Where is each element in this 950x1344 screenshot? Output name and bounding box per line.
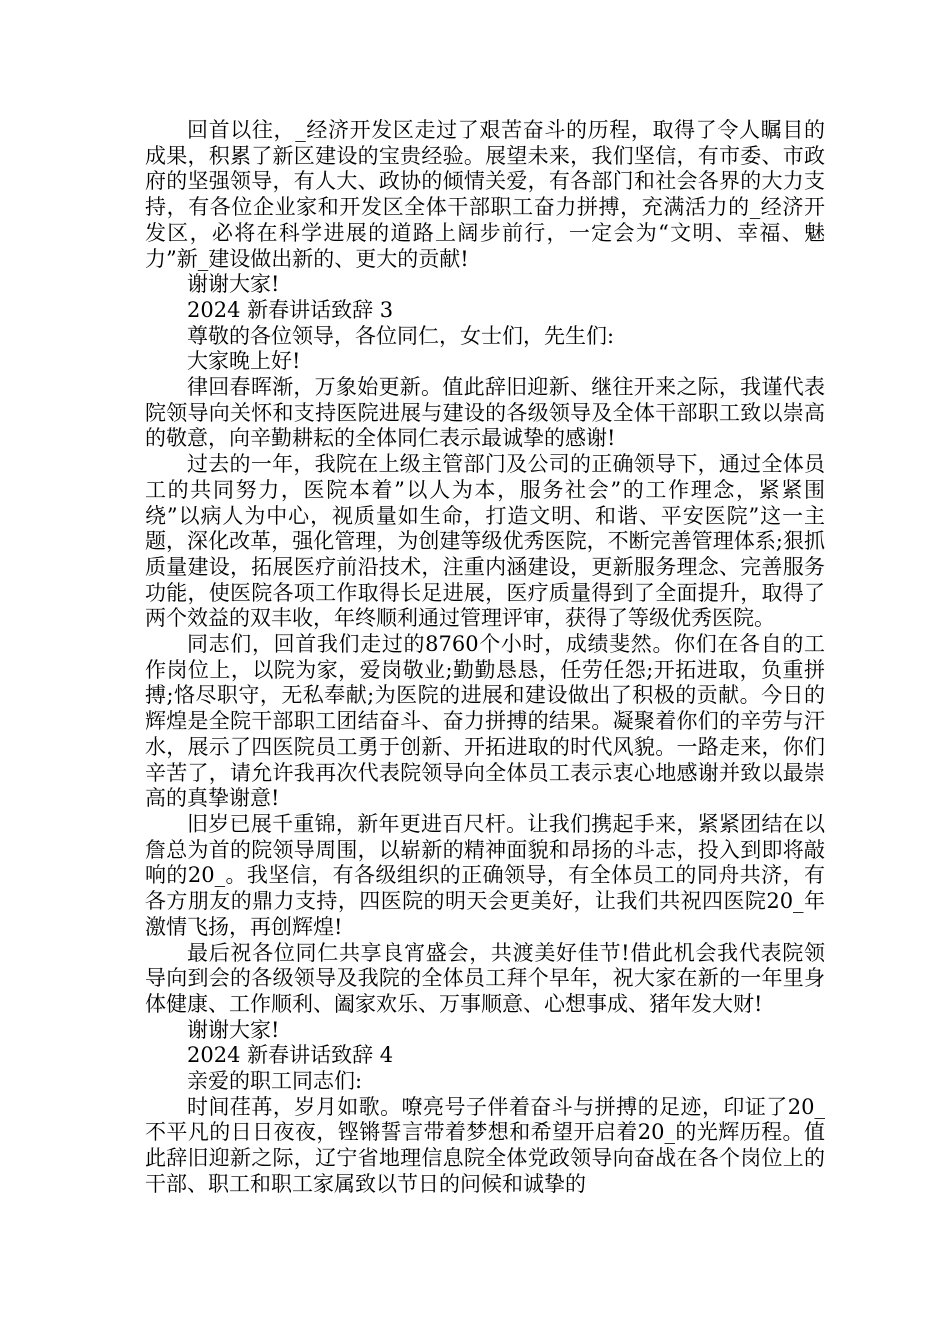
paragraph-past-year: 过去的一年，我院在上级主管部门及公司的正确领导下，通过全体员工的共同努力，医院本着”以人为本，服务社会”的工作理念，紧紧围绕”以病人为中心，视质量如生命，打造文明、和谐、平安医院”这一主题，深化改革，强化管理，为创建等级优秀医院，不断完善管理体系;狠抓质量建设，拓展医疗前沿技术，注重内涵建设，更新服务理念、完善服务功能，使医院各项工作取得长足进展，医疗质量得到了全面提升，取得了两个效益的双丰收，年终顺利通过管理评审，获得了等级优秀医院。 bbox=[145, 452, 825, 631]
salutation: 尊敬的各位领导，各位同仁，女士们，先生们: bbox=[187, 323, 615, 348]
section-heading-4: 2024 新春讲话致辞 4 bbox=[187, 1043, 394, 1068]
paragraph-new-year-thanks: 律回春晖渐，万象始更新。值此辞旧迎新、继往开来之际，我谨代表院领导向关怀和支持医院进展与建设的各级领导及全体干部职工致以崇高的敬意，向辛勤耕耘的全体同仁表示最诚挚的感谢! bbox=[145, 375, 825, 451]
paragraph-time-flies: 时间荏苒，岁月如歌。嘹亮号子伴着奋斗与拼搏的足迹，印证了20_不平凡的日日夜夜，铿锵誓言带着梦想和希望开启着20_的光辉历程。值此辞旧迎新之际，辽宁省地理信息院全体党政领导向奋战在各个岗位上的干部、职工和职工家属致以节日的问候和诚挚的 bbox=[145, 1094, 825, 1196]
document-body bbox=[145, 118, 825, 1198]
closing-thanks-2: 谢谢大家! bbox=[187, 1017, 280, 1042]
salutation-2: 亲爱的职工同志们: bbox=[187, 1069, 363, 1094]
closing-thanks: 谢谢大家! bbox=[187, 272, 280, 297]
section-heading-3: 2024 新春讲话致辞 3 bbox=[187, 297, 394, 322]
paragraph-looking-forward: 旧岁已展千重锦，新年更进百尺杆。让我们携起手来，紧紧团结在以詹总为首的院领导周围，以崭新的精神面貌和昂扬的斗志，投入到即将敲响的20_。我坚信，有各级组织的正确领导，有全体员工的同舟共济，有各方朋友的鼎力支持，四医院的明天会更美好，让我们共祝四医院20_年激情飞扬，再创辉煌! bbox=[145, 811, 825, 939]
greeting: 大家晚上好! bbox=[187, 349, 301, 374]
paragraph-comrades: 同志们，回首我们走过的8760个小时，成绩斐然。你们在各自的工作岗位上，以院为家，爱岗敬业;勤勤恳恳，任劳任怨;开拓进取，负重拼搏;恪尽职守，无私奉献;为医院的进展和建设做出了积极的贡献。今日的辉煌是全院干部职工团结奋斗、奋力拼搏的结果。凝聚着你们的辛劳与汗水，展示了四医院员工勇于创新、开拓进取的时代风貌。一路走来，你们辛苦了，请允许我再次代表院领导向全体员工表示衷心地感谢并致以最崇高的真挚谢意! bbox=[145, 632, 825, 811]
paragraph-looking-back: 回首以往，_经济开发区走过了艰苦奋斗的历程，取得了令人瞩目的成果，积累了新区建设的宝贵经验。展望未来，我们坚信，有市委、市政府的坚强领导，有人大、政协的倾情关爱，有各部门和社会各界的大力支持，有各位企业家和开发区全体干部职工奋力拼搏，充满活力的_经济开发区，必将在科学进展的道路上阔步前行，一定会为“文明、幸福、魅力”新_建设做出新的、更大的贡献! bbox=[145, 118, 825, 271]
paragraph-final-wishes: 最后祝各位同仁共享良宵盛会，共渡美好佳节!借此机会我代表院领导向到会的各级领导及我院的全体员工拜个早年，祝大家在新的一年里身体健康、工作顺利、阖家欢乐、万事顺意、心想事成、猪年发大财! bbox=[145, 940, 825, 1016]
